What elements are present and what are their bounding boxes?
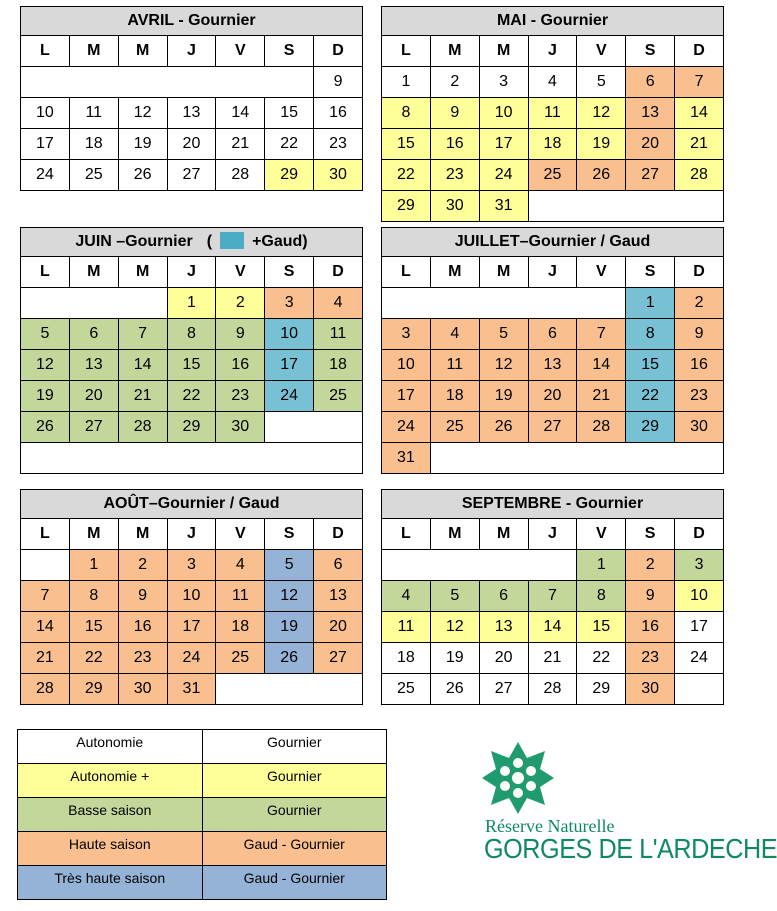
calendar-mai: [381, 6, 724, 222]
day-cell: 9: [314, 67, 363, 98]
weekday-header: M: [69, 257, 118, 288]
day-cell: 23: [626, 643, 675, 674]
day-cell: 9: [430, 98, 479, 129]
day-cell: 7: [118, 319, 167, 350]
calendar-table-juin: [20, 227, 363, 474]
month-title: [21, 7, 363, 36]
month-title: [382, 7, 724, 36]
day-cell: 10: [21, 98, 70, 129]
day-cell: 21: [577, 381, 626, 412]
day-cell: 26: [265, 643, 314, 674]
day-cell: 23: [675, 381, 724, 412]
day-cell: 29: [382, 191, 431, 222]
day-cell: 12: [21, 350, 70, 381]
day-cell: 11: [69, 98, 118, 129]
weekday-header: M: [118, 519, 167, 550]
day-cell: 26: [21, 412, 70, 443]
day-cell: 19: [118, 129, 167, 160]
legend-row: [18, 866, 387, 900]
empty-cell: [382, 288, 626, 319]
day-cell: 25: [216, 643, 265, 674]
legend-table: [17, 729, 387, 900]
day-cell: 20: [626, 129, 675, 160]
day-cell: 13: [479, 612, 528, 643]
day-cell: 14: [577, 350, 626, 381]
legend-row: [18, 730, 387, 764]
legend-label: Basse saison: [18, 798, 203, 832]
day-cell: 5: [479, 319, 528, 350]
day-cell: 2: [118, 550, 167, 581]
calendar-table-aout: [20, 489, 363, 705]
day-cell: 3: [265, 288, 314, 319]
day-cell: 28: [528, 674, 577, 705]
day-cell: 12: [265, 581, 314, 612]
calendar-juillet: [381, 227, 724, 474]
day-cell: 24: [167, 643, 216, 674]
day-cell: 15: [626, 350, 675, 381]
day-cell: 3: [479, 67, 528, 98]
month-title: [382, 228, 724, 257]
day-cell: 17: [167, 612, 216, 643]
day-cell: 29: [577, 674, 626, 705]
day-cell: 16: [216, 350, 265, 381]
day-cell: 15: [265, 98, 314, 129]
weekday-header: D: [314, 519, 363, 550]
day-cell: 12: [118, 98, 167, 129]
day-cell: 9: [675, 319, 724, 350]
day-cell: 31: [382, 443, 431, 474]
month-title-text: AOÛT–Gournier / Gaud: [103, 495, 280, 512]
day-cell: 16: [118, 612, 167, 643]
day-cell: 10: [479, 98, 528, 129]
weekday-header: V: [577, 519, 626, 550]
weekday-header: D: [675, 36, 724, 67]
day-cell: 17: [265, 350, 314, 381]
weekday-header: S: [265, 519, 314, 550]
day-cell: 20: [69, 381, 118, 412]
day-cell: 13: [69, 350, 118, 381]
day-cell: 17: [21, 129, 70, 160]
day-cell: 20: [314, 612, 363, 643]
day-cell: 13: [626, 98, 675, 129]
month-title-suffix: +Gaud): [252, 233, 308, 251]
day-cell: 18: [314, 350, 363, 381]
day-cell: 10: [382, 350, 431, 381]
calendar-table-avril: [20, 6, 363, 191]
day-cell: 17: [675, 612, 724, 643]
day-cell: 26: [118, 160, 167, 191]
weekday-header: M: [118, 36, 167, 67]
day-cell: 27: [167, 160, 216, 191]
day-cell: 16: [430, 129, 479, 160]
day-cell: 5: [21, 319, 70, 350]
weekday-header: M: [69, 36, 118, 67]
day-cell: 15: [577, 612, 626, 643]
day-cell: 26: [577, 160, 626, 191]
day-cell: 19: [577, 129, 626, 160]
weekday-header: D: [314, 36, 363, 67]
weekday-header: J: [167, 257, 216, 288]
day-cell: 25: [382, 674, 431, 705]
day-cell: 7: [21, 581, 70, 612]
calendar-juin: [20, 227, 363, 474]
day-cell: 23: [314, 129, 363, 160]
day-cell: 29: [69, 674, 118, 705]
day-cell: 3: [675, 550, 724, 581]
weekday-header: L: [382, 36, 431, 67]
weekday-header: V: [577, 36, 626, 67]
day-cell: 1: [167, 288, 216, 319]
day-cell: 14: [118, 350, 167, 381]
legend-row: [18, 764, 387, 798]
day-cell: 21: [118, 381, 167, 412]
empty-cell: [21, 550, 70, 581]
day-cell: 30: [626, 674, 675, 705]
weekday-header: M: [118, 257, 167, 288]
day-cell: 27: [314, 643, 363, 674]
weekday-header: L: [21, 257, 70, 288]
day-cell: 12: [479, 350, 528, 381]
day-cell: 6: [626, 67, 675, 98]
day-cell: 11: [382, 612, 431, 643]
day-cell: 1: [577, 550, 626, 581]
day-cell: 13: [528, 350, 577, 381]
legend-value: Gaud - Gournier: [202, 832, 387, 866]
empty-cell: [265, 412, 363, 443]
day-cell: 25: [69, 160, 118, 191]
day-cell: 22: [167, 381, 216, 412]
weekday-header: S: [265, 257, 314, 288]
weekday-header: M: [479, 519, 528, 550]
weekday-header: M: [69, 519, 118, 550]
day-cell: 31: [479, 191, 528, 222]
day-cell: 10: [675, 581, 724, 612]
day-cell: 2: [626, 550, 675, 581]
calendar-aout: [20, 489, 363, 705]
logo-line1: Réserve Naturelle: [485, 816, 615, 836]
day-cell: 1: [382, 67, 431, 98]
day-cell: 22: [577, 643, 626, 674]
day-cell: 21: [675, 129, 724, 160]
day-cell: 15: [167, 350, 216, 381]
day-cell: 2: [216, 288, 265, 319]
day-cell: 14: [216, 98, 265, 129]
day-cell: 24: [265, 381, 314, 412]
legend-label: Haute saison: [18, 832, 203, 866]
day-cell: 30: [675, 412, 724, 443]
weekday-header: L: [21, 36, 70, 67]
day-cell: 31: [167, 674, 216, 705]
day-cell: 26: [479, 412, 528, 443]
day-cell: 3: [382, 319, 431, 350]
day-cell: 21: [216, 129, 265, 160]
logo-line2: GORGES DE L'ARDECHE: [484, 833, 777, 864]
day-cell: 28: [21, 674, 70, 705]
day-cell: 14: [675, 98, 724, 129]
day-cell: 11: [430, 350, 479, 381]
day-cell: 18: [382, 643, 431, 674]
month-title: [21, 228, 363, 257]
legend-value: Gournier: [202, 730, 387, 764]
day-cell: 30: [118, 674, 167, 705]
empty-cell: [528, 191, 723, 222]
day-cell: 15: [69, 612, 118, 643]
day-cell: 17: [479, 129, 528, 160]
day-cell: 1: [626, 288, 675, 319]
day-cell: 29: [265, 160, 314, 191]
day-cell: 19: [21, 381, 70, 412]
day-cell: 21: [21, 643, 70, 674]
day-cell: 4: [430, 319, 479, 350]
day-cell: 27: [479, 674, 528, 705]
day-cell: 24: [675, 643, 724, 674]
day-cell: 11: [314, 319, 363, 350]
weekday-header: L: [382, 257, 431, 288]
day-cell: 25: [430, 412, 479, 443]
weekday-header: M: [430, 519, 479, 550]
day-cell: 7: [675, 67, 724, 98]
weekday-header: S: [626, 519, 675, 550]
day-cell: 4: [314, 288, 363, 319]
legend-label: Autonomie +: [18, 764, 203, 798]
day-cell: 2: [675, 288, 724, 319]
legend-value: Gaud - Gournier: [202, 866, 387, 900]
day-cell: 20: [528, 381, 577, 412]
day-cell: 16: [626, 612, 675, 643]
day-cell: 11: [528, 98, 577, 129]
day-cell: 28: [577, 412, 626, 443]
day-cell: 23: [118, 643, 167, 674]
weekday-header: M: [479, 257, 528, 288]
day-cell: 24: [21, 160, 70, 191]
day-cell: 5: [265, 550, 314, 581]
legend-value: Gournier: [202, 764, 387, 798]
day-cell: 14: [21, 612, 70, 643]
day-cell: 28: [216, 160, 265, 191]
day-cell: 27: [626, 160, 675, 191]
empty-cell: [21, 443, 363, 474]
calendar-septembre: [381, 489, 724, 705]
day-cell: 10: [167, 581, 216, 612]
day-cell: 4: [216, 550, 265, 581]
calendar-table-septembre: [381, 489, 724, 705]
weekday-header: J: [528, 257, 577, 288]
day-cell: 19: [265, 612, 314, 643]
day-cell: 28: [118, 412, 167, 443]
day-cell: 26: [430, 674, 479, 705]
day-cell: 4: [382, 581, 431, 612]
legend-label: Autonomie: [18, 730, 203, 764]
day-cell: 16: [675, 350, 724, 381]
weekday-header: J: [528, 519, 577, 550]
calendar-table-juillet: [381, 227, 724, 474]
day-cell: 9: [626, 581, 675, 612]
day-cell: 27: [528, 412, 577, 443]
weekday-header: V: [577, 257, 626, 288]
day-cell: 20: [479, 643, 528, 674]
day-cell: 14: [528, 612, 577, 643]
empty-cell: [216, 674, 363, 705]
weekday-header: V: [216, 257, 265, 288]
weekday-header: M: [479, 36, 528, 67]
day-cell: 27: [69, 412, 118, 443]
day-cell: 7: [577, 319, 626, 350]
day-cell: 6: [314, 550, 363, 581]
day-cell: 20: [167, 129, 216, 160]
day-cell: 28: [675, 160, 724, 191]
legend-row: [18, 798, 387, 832]
day-cell: 15: [382, 129, 431, 160]
empty-cell: [21, 288, 168, 319]
day-cell: 17: [382, 381, 431, 412]
weekday-header: S: [626, 36, 675, 67]
empty-cell: [382, 550, 577, 581]
month-title-text: MAI - Gournier: [496, 12, 609, 29]
day-cell: 12: [577, 98, 626, 129]
day-cell: 30: [430, 191, 479, 222]
day-cell: 6: [479, 581, 528, 612]
day-cell: 18: [528, 129, 577, 160]
gaud-color-swatch: [220, 232, 244, 249]
day-cell: 19: [479, 381, 528, 412]
day-cell: 6: [528, 319, 577, 350]
day-cell: 21: [528, 643, 577, 674]
weekday-header: L: [21, 519, 70, 550]
month-title: [21, 490, 363, 519]
day-cell: 25: [528, 160, 577, 191]
day-cell: 1: [69, 550, 118, 581]
legend-label: Très haute saison: [18, 866, 203, 900]
legend-value: Gournier: [202, 798, 387, 832]
month-title-text: AVRIL - Gournier: [127, 12, 256, 29]
weekday-header: D: [675, 257, 724, 288]
day-cell: 9: [216, 319, 265, 350]
month-title-text: JUIN –Gournier: [75, 233, 193, 251]
weekday-header: D: [675, 519, 724, 550]
day-cell: 11: [216, 581, 265, 612]
weekday-header: J: [528, 36, 577, 67]
weekday-header: S: [626, 257, 675, 288]
weekday-header: J: [167, 519, 216, 550]
day-cell: 10: [265, 319, 314, 350]
empty-cell: [21, 67, 314, 98]
weekday-header: L: [382, 519, 431, 550]
day-cell: 5: [430, 581, 479, 612]
day-cell: 12: [430, 612, 479, 643]
calendar-table-mai: [381, 6, 724, 222]
weekday-header: S: [265, 36, 314, 67]
day-cell: 19: [430, 643, 479, 674]
day-cell: 23: [216, 381, 265, 412]
day-cell: 25: [314, 381, 363, 412]
day-cell: 18: [69, 129, 118, 160]
day-cell: 22: [626, 381, 675, 412]
month-title: [382, 490, 724, 519]
day-cell: 13: [314, 581, 363, 612]
day-cell: 8: [167, 319, 216, 350]
day-cell: 8: [382, 98, 431, 129]
day-cell: 13: [167, 98, 216, 129]
day-cell: 29: [167, 412, 216, 443]
legend-row: [18, 832, 387, 866]
day-cell: 18: [216, 612, 265, 643]
empty-cell: [430, 443, 723, 474]
month-title-text: JUILLET–Gournier / Gaud: [454, 233, 651, 250]
day-cell: 4: [528, 67, 577, 98]
day-cell: 9: [118, 581, 167, 612]
day-cell: 22: [265, 129, 314, 160]
weekday-header: M: [430, 36, 479, 67]
day-cell: 18: [430, 381, 479, 412]
day-cell: 23: [430, 160, 479, 191]
empty-cell: [675, 674, 724, 705]
weekday-header: V: [216, 519, 265, 550]
month-title-text: SEPTEMBRE - Gournier: [461, 495, 644, 512]
day-cell: 6: [69, 319, 118, 350]
day-cell: 30: [314, 160, 363, 191]
day-cell: 8: [69, 581, 118, 612]
day-cell: 7: [528, 581, 577, 612]
day-cell: 22: [382, 160, 431, 191]
day-cell: 16: [314, 98, 363, 129]
day-cell: 5: [577, 67, 626, 98]
month-title-paren: (: [206, 233, 213, 251]
weekday-header: V: [216, 36, 265, 67]
weekday-header: J: [167, 36, 216, 67]
day-cell: 22: [69, 643, 118, 674]
weekday-header: M: [430, 257, 479, 288]
day-cell: 8: [577, 581, 626, 612]
day-cell: 2: [430, 67, 479, 98]
weekday-header: D: [314, 257, 363, 288]
day-cell: 24: [382, 412, 431, 443]
calendar-avril: [20, 6, 363, 191]
day-cell: 30: [216, 412, 265, 443]
day-cell: 29: [626, 412, 675, 443]
day-cell: 3: [167, 550, 216, 581]
day-cell: 24: [479, 160, 528, 191]
day-cell: 8: [626, 319, 675, 350]
